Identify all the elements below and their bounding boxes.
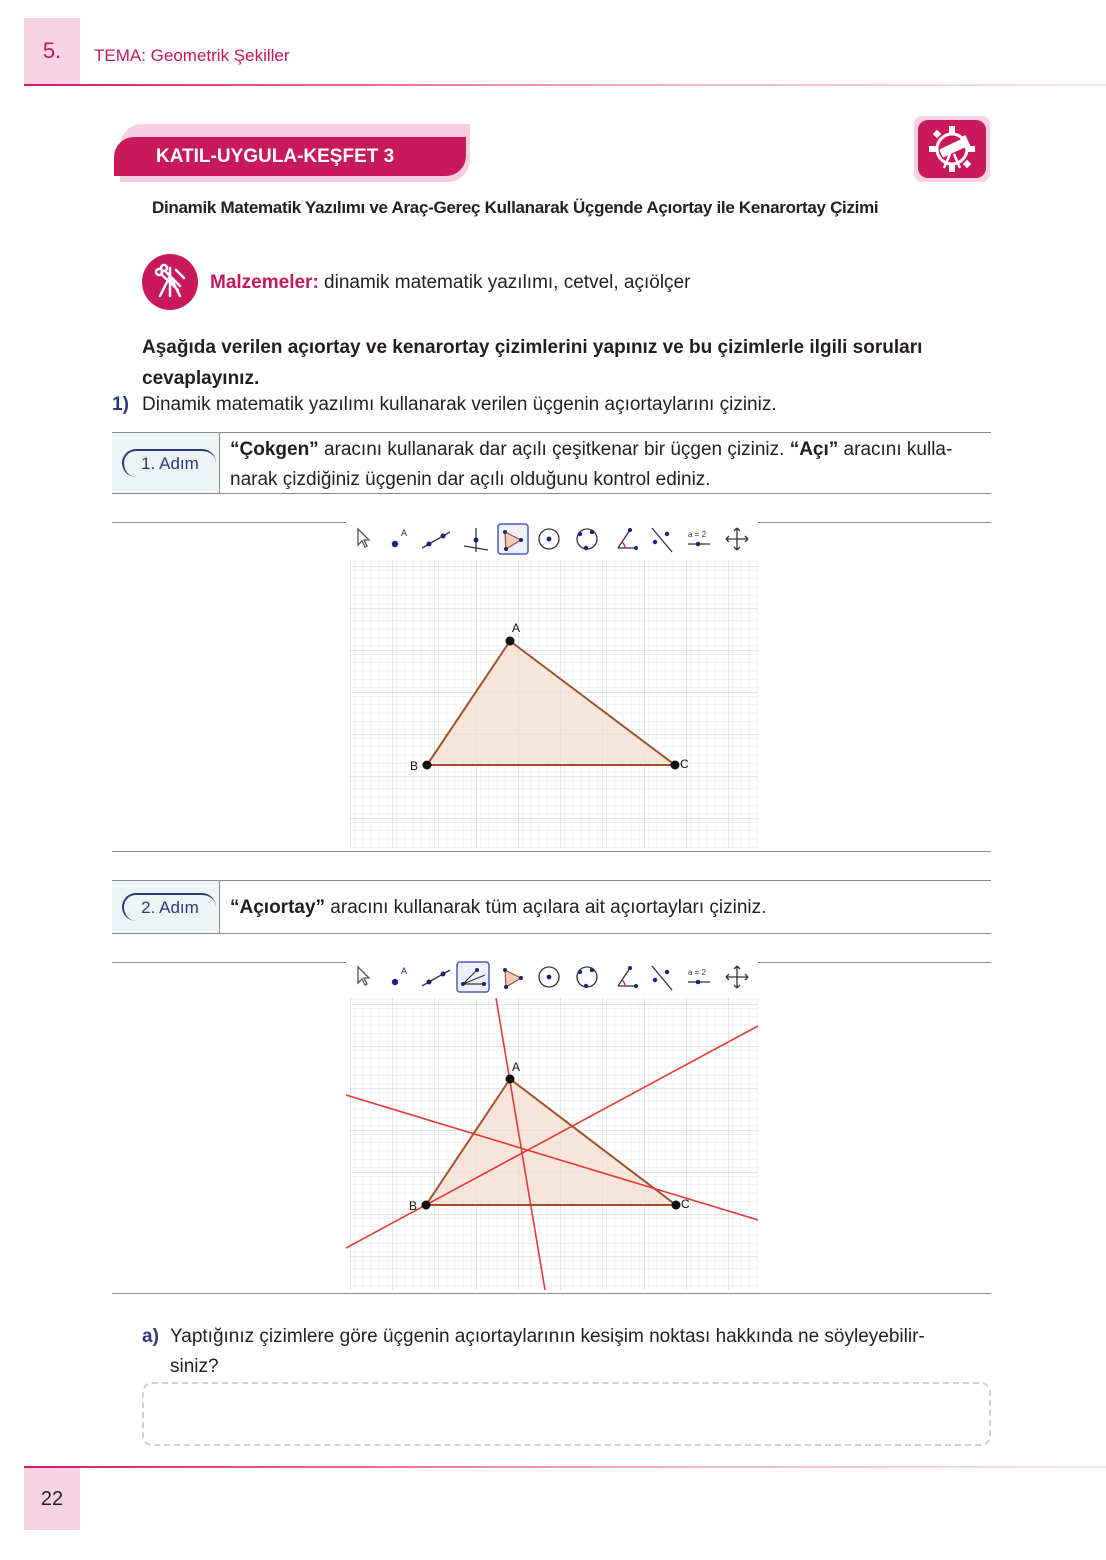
question-a-number: a)	[142, 1326, 159, 1347]
slider-label: a = 2	[688, 968, 707, 977]
question-a	[142, 1322, 1002, 1382]
figure-2-bottom-rule	[112, 1293, 991, 1294]
step-2-label: 2. Adım	[122, 893, 216, 921]
point-b[interactable]	[423, 761, 432, 770]
question-a-line2: siniz?	[170, 1356, 219, 1377]
step-1-tool-angle: “Açı”	[789, 439, 839, 460]
materials-line	[210, 272, 690, 294]
step-1-label-cell	[112, 433, 220, 493]
header-divider	[24, 84, 1106, 86]
label-c: C	[681, 1197, 690, 1211]
step-2-text-rest: aracını kullanarak tüm açılara ait açıortayları çiziniz.	[325, 897, 767, 918]
point-b[interactable]	[422, 1201, 431, 1210]
toolbar	[346, 520, 758, 558]
step-1-text-end: aracını kulla-	[838, 439, 953, 460]
svg-text:A: A	[401, 528, 408, 538]
unit-number: 5.	[24, 18, 80, 84]
geometry-figure-1	[346, 520, 758, 848]
question-a-line1: Yaptığınız çizimlere göre üçgenin açıortaylarının kesişim noktası hakkında ne söyleyebilir-	[170, 1326, 925, 1347]
figure-1-bottom-rule	[112, 851, 991, 852]
toolbar	[346, 958, 758, 996]
point-a[interactable]	[506, 1075, 515, 1084]
footer-divider	[24, 1466, 1106, 1468]
step-1-row	[112, 432, 991, 494]
step-1-text-line2: narak çizdiğiniz üçgenin dar açılı olduğunu kontrol ediniz.	[230, 469, 711, 490]
materials-text: dinamik matematik yazılımı, cetvel, açıölçer	[318, 272, 691, 293]
svg-text:A: A	[401, 966, 408, 976]
label-b: B	[410, 759, 419, 773]
activity-subtitle: Dinamik Matematik Yazılımı ve Araç-Gereç Kullanarak Üçgende Açıortay ile Kenarortay Çizimi	[152, 198, 879, 217]
point-c[interactable]	[671, 761, 680, 770]
telescope-gear-icon	[918, 120, 986, 178]
label-b: B	[409, 1199, 418, 1213]
section-title: KATIL-UYGULA-KEŞFET 3	[156, 145, 395, 167]
page-number: 22	[24, 1468, 80, 1530]
tools-icon	[142, 254, 198, 310]
section-banner	[114, 137, 466, 176]
label-c: C	[680, 757, 689, 771]
theme-title: TEMA: Geometrik Şekiller	[94, 46, 290, 65]
step-1-text-mid: aracını kullanarak dar açılı çeşitkenar bir üçgen çiziniz.	[318, 439, 790, 460]
point-c[interactable]	[672, 1201, 681, 1210]
question-1	[112, 394, 777, 416]
question-1-number: 1)	[112, 394, 129, 415]
step-1-label: 1. Adım	[122, 449, 216, 477]
slider-label: a = 2	[688, 530, 707, 539]
geometry-figure-2	[346, 958, 758, 1290]
step-2-label-cell	[112, 881, 220, 933]
polygon-tool-icon[interactable]	[498, 524, 528, 554]
step-1-tool-polygon: “Çokgen”	[230, 439, 319, 460]
materials-label: Malzemeler:	[210, 272, 319, 293]
angle-bisector-tool-icon[interactable]	[457, 962, 489, 992]
step-2-tool-bisector: “Açıortay”	[230, 897, 326, 918]
answer-box[interactable]	[142, 1382, 991, 1446]
point-a[interactable]	[506, 637, 515, 646]
instruction-text: Aşağıda verilen açıortay ve kenarortay çizimlerini yapınız ve bu çizimlerle ilgili soruları cevaplayınız.	[142, 337, 923, 389]
question-1-text: Dinamik matematik yazılımı kullanarak verilen üçgenin açıortaylarını çiziniz.	[142, 394, 777, 415]
step-2-row	[112, 880, 991, 934]
step-1-text	[230, 435, 990, 495]
label-a: A	[512, 1060, 521, 1074]
step-2-text	[230, 893, 990, 923]
label-a: A	[512, 621, 521, 635]
